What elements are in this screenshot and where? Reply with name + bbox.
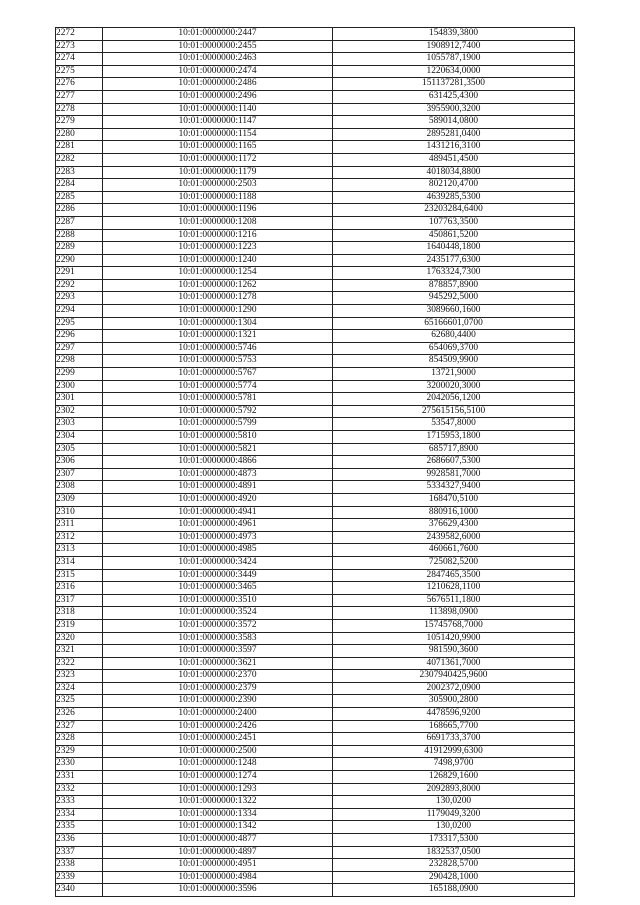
row-number-cell: 2334	[56, 808, 103, 821]
value-cell: 305900,2800	[333, 695, 575, 708]
table-row	[56, 368, 575, 381]
row-number-cell: 2275	[56, 65, 103, 78]
cadastral-number-cell: 10:01:0000000:3621	[103, 657, 333, 670]
value-cell: 151137281,3500	[333, 78, 575, 91]
value-cell: 13721,9000	[333, 368, 575, 381]
value-cell: 854509,9900	[333, 355, 575, 368]
table-row	[56, 393, 575, 406]
value-cell: 113898,0900	[333, 607, 575, 620]
table-row	[56, 141, 575, 154]
table-row	[56, 544, 575, 557]
cadastral-number-cell: 10:01:0000000:1188	[103, 191, 333, 204]
row-number-cell: 2335	[56, 821, 103, 834]
value-cell: 6691733,3700	[333, 733, 575, 746]
table-row	[56, 884, 575, 897]
value-cell: 154839,3800	[333, 28, 575, 41]
cadastral-number-cell: 10:01:0000000:4941	[103, 506, 333, 519]
cadastral-number-cell: 10:01:0000000:1254	[103, 267, 333, 280]
table-row	[56, 90, 575, 103]
table-row	[56, 78, 575, 91]
value-cell: 450861,5200	[333, 229, 575, 242]
table-row	[56, 758, 575, 771]
row-number-cell: 2318	[56, 607, 103, 620]
value-cell: 232828,5700	[333, 859, 575, 872]
value-cell: 3089660,1600	[333, 305, 575, 318]
table-row	[56, 229, 575, 242]
cadastral-number-cell: 10:01:0000000:1147	[103, 116, 333, 129]
table-row	[56, 355, 575, 368]
table-row	[56, 405, 575, 418]
row-number-cell: 2338	[56, 859, 103, 872]
row-number-cell: 2319	[56, 619, 103, 632]
row-number-cell: 2313	[56, 544, 103, 557]
table-row	[56, 569, 575, 582]
value-cell: 2042056,1200	[333, 393, 575, 406]
table-row	[56, 834, 575, 847]
value-cell: 2092893,8000	[333, 783, 575, 796]
value-cell: 725082,5200	[333, 556, 575, 569]
row-number-cell: 2295	[56, 317, 103, 330]
table-row	[56, 859, 575, 872]
row-number-cell: 2272	[56, 28, 103, 41]
table-row	[56, 456, 575, 469]
row-number-cell: 2294	[56, 305, 103, 318]
table-row	[56, 28, 575, 41]
row-number-cell: 2278	[56, 103, 103, 116]
cadastral-number-cell: 10:01:0000000:1293	[103, 783, 333, 796]
row-number-cell: 2274	[56, 53, 103, 66]
row-number-cell: 2291	[56, 267, 103, 280]
cadastral-number-cell: 10:01:0000000:5753	[103, 355, 333, 368]
row-number-cell: 2331	[56, 771, 103, 784]
cadastral-number-cell: 10:01:0000000:3449	[103, 569, 333, 582]
table-row	[56, 506, 575, 519]
table-row	[56, 632, 575, 645]
row-number-cell: 2322	[56, 657, 103, 670]
value-cell: 275615156,5100	[333, 405, 575, 418]
value-cell: 1220634,0000	[333, 65, 575, 78]
row-number-cell: 2284	[56, 179, 103, 192]
cadastral-number-cell: 10:01:0000000:2426	[103, 720, 333, 733]
cadastral-number-cell: 10:01:0000000:1278	[103, 292, 333, 305]
value-cell: 2435177,6300	[333, 254, 575, 267]
value-cell: 168665,7700	[333, 720, 575, 733]
cadastral-number-cell: 10:01:0000000:2463	[103, 53, 333, 66]
cadastral-number-cell: 10:01:0000000:1274	[103, 771, 333, 784]
row-number-cell: 2340	[56, 884, 103, 897]
row-number-cell: 2315	[56, 569, 103, 582]
row-number-cell: 2326	[56, 708, 103, 721]
table-row	[56, 771, 575, 784]
cadastral-number-cell: 10:01:0000000:2390	[103, 695, 333, 708]
cadastral-value-table	[55, 27, 575, 897]
value-cell: 1210628,1100	[333, 582, 575, 595]
value-cell: 880916,1000	[333, 506, 575, 519]
table-row	[56, 204, 575, 217]
value-cell: 1908912,7400	[333, 40, 575, 53]
cadastral-number-cell: 10:01:0000000:4891	[103, 481, 333, 494]
table-row	[56, 783, 575, 796]
table-row	[56, 431, 575, 444]
value-cell: 376629,4300	[333, 519, 575, 532]
value-cell: 290428,1000	[333, 871, 575, 884]
row-number-cell: 2296	[56, 330, 103, 343]
row-number-cell: 2301	[56, 393, 103, 406]
value-cell: 654069,3700	[333, 342, 575, 355]
cadastral-number-cell: 10:01:0000000:2500	[103, 745, 333, 758]
cadastral-number-cell: 10:01:0000000:1179	[103, 166, 333, 179]
table-body	[56, 28, 575, 897]
value-cell: 3955900,3200	[333, 103, 575, 116]
value-cell: 41912999,6300	[333, 745, 575, 758]
row-number-cell: 2300	[56, 380, 103, 393]
table-row	[56, 254, 575, 267]
cadastral-number-cell: 10:01:0000000:3510	[103, 594, 333, 607]
cadastral-number-cell: 10:01:0000000:1154	[103, 128, 333, 141]
row-number-cell: 2297	[56, 342, 103, 355]
row-number-cell: 2336	[56, 834, 103, 847]
value-cell: 1715953,1800	[333, 431, 575, 444]
table-row	[56, 242, 575, 255]
cadastral-number-cell: 10:01:0000000:4973	[103, 531, 333, 544]
cadastral-number-cell: 10:01:0000000:3424	[103, 556, 333, 569]
cadastral-number-cell: 10:01:0000000:2455	[103, 40, 333, 53]
row-number-cell: 2288	[56, 229, 103, 242]
value-cell: 489451,4500	[333, 153, 575, 166]
table-row	[56, 808, 575, 821]
value-cell: 1763324,7300	[333, 267, 575, 280]
table-row	[56, 619, 575, 632]
cadastral-number-cell: 10:01:0000000:3596	[103, 884, 333, 897]
value-cell: 981590,3600	[333, 645, 575, 658]
row-number-cell: 2303	[56, 418, 103, 431]
value-cell: 631425,4300	[333, 90, 575, 103]
row-number-cell: 2280	[56, 128, 103, 141]
value-cell: 2439582,6000	[333, 531, 575, 544]
table-row	[56, 670, 575, 683]
table-row	[56, 330, 575, 343]
value-cell: 130,0200	[333, 821, 575, 834]
value-cell: 5676511,1800	[333, 594, 575, 607]
cadastral-number-cell: 10:01:0000000:5767	[103, 368, 333, 381]
value-cell: 4071361,7000	[333, 657, 575, 670]
row-number-cell: 2328	[56, 733, 103, 746]
table-row	[56, 607, 575, 620]
row-number-cell: 2333	[56, 796, 103, 809]
cadastral-number-cell: 10:01:0000000:3465	[103, 582, 333, 595]
row-number-cell: 2293	[56, 292, 103, 305]
row-number-cell: 2282	[56, 153, 103, 166]
table-row	[56, 128, 575, 141]
value-cell: 3200020,3000	[333, 380, 575, 393]
value-cell: 4018034,8800	[333, 166, 575, 179]
table-row	[56, 191, 575, 204]
row-number-cell: 2307	[56, 468, 103, 481]
row-number-cell: 2323	[56, 670, 103, 683]
cadastral-number-cell: 10:01:0000000:5781	[103, 393, 333, 406]
value-cell: 107763,3500	[333, 216, 575, 229]
cadastral-number-cell: 10:01:0000000:4920	[103, 493, 333, 506]
cadastral-number-cell: 10:01:0000000:4961	[103, 519, 333, 532]
table-row	[56, 657, 575, 670]
row-number-cell: 2321	[56, 645, 103, 658]
cadastral-number-cell: 10:01:0000000:4866	[103, 456, 333, 469]
table-row	[56, 708, 575, 721]
cadastral-number-cell: 10:01:0000000:1334	[103, 808, 333, 821]
value-cell: 685717,8900	[333, 443, 575, 456]
row-number-cell: 2316	[56, 582, 103, 595]
cadastral-number-cell: 10:01:0000000:2496	[103, 90, 333, 103]
table-row	[56, 594, 575, 607]
table-row	[56, 179, 575, 192]
value-cell: 1640448,1800	[333, 242, 575, 255]
value-cell: 53547,8000	[333, 418, 575, 431]
row-number-cell: 2276	[56, 78, 103, 91]
table-row	[56, 317, 575, 330]
value-cell: 165188,0900	[333, 884, 575, 897]
value-cell: 1055787,1900	[333, 53, 575, 66]
row-number-cell: 2312	[56, 531, 103, 544]
row-number-cell: 2279	[56, 116, 103, 129]
row-number-cell: 2273	[56, 40, 103, 53]
cadastral-number-cell: 10:01:0000000:1290	[103, 305, 333, 318]
row-number-cell: 2339	[56, 871, 103, 884]
cadastral-number-cell: 10:01:0000000:4984	[103, 871, 333, 884]
row-number-cell: 2304	[56, 431, 103, 444]
value-cell: 65166601,0700	[333, 317, 575, 330]
cadastral-number-cell: 10:01:0000000:4873	[103, 468, 333, 481]
table-row	[56, 519, 575, 532]
cadastral-number-cell: 10:01:0000000:1140	[103, 103, 333, 116]
table-row	[56, 153, 575, 166]
row-number-cell: 2306	[56, 456, 103, 469]
value-cell: 9928581,7000	[333, 468, 575, 481]
cadastral-number-cell: 10:01:0000000:2379	[103, 682, 333, 695]
table-row	[56, 745, 575, 758]
cadastral-number-cell: 10:01:0000000:1248	[103, 758, 333, 771]
value-cell: 4639285,5300	[333, 191, 575, 204]
row-number-cell: 2314	[56, 556, 103, 569]
table-row	[56, 481, 575, 494]
table-row	[56, 682, 575, 695]
cadastral-number-cell: 10:01:0000000:2370	[103, 670, 333, 683]
cadastral-number-cell: 10:01:0000000:2400	[103, 708, 333, 721]
value-cell: 460661,7600	[333, 544, 575, 557]
table-row	[56, 40, 575, 53]
row-number-cell: 2337	[56, 846, 103, 859]
value-cell: 2307940425,9600	[333, 670, 575, 683]
value-cell: 1832537,0500	[333, 846, 575, 859]
table-row	[56, 556, 575, 569]
table-row	[56, 443, 575, 456]
row-number-cell: 2283	[56, 166, 103, 179]
cadastral-number-cell: 10:01:0000000:3597	[103, 645, 333, 658]
cadastral-number-cell: 10:01:0000000:1321	[103, 330, 333, 343]
row-number-cell: 2285	[56, 191, 103, 204]
row-number-cell: 2289	[56, 242, 103, 255]
row-number-cell: 2332	[56, 783, 103, 796]
row-number-cell: 2324	[56, 682, 103, 695]
cadastral-number-cell: 10:01:0000000:3583	[103, 632, 333, 645]
row-number-cell: 2325	[56, 695, 103, 708]
table-row	[56, 645, 575, 658]
table-row	[56, 720, 575, 733]
row-number-cell: 2281	[56, 141, 103, 154]
cadastral-number-cell: 10:01:0000000:1223	[103, 242, 333, 255]
table-row	[56, 116, 575, 129]
row-number-cell: 2287	[56, 216, 103, 229]
value-cell: 5334327,9400	[333, 481, 575, 494]
row-number-cell: 2320	[56, 632, 103, 645]
value-cell: 168470,5100	[333, 493, 575, 506]
table-row	[56, 821, 575, 834]
cadastral-number-cell: 10:01:0000000:5810	[103, 431, 333, 444]
cadastral-number-cell: 10:01:0000000:2486	[103, 78, 333, 91]
cadastral-number-cell: 10:01:0000000:4951	[103, 859, 333, 872]
cadastral-number-cell: 10:01:0000000:2447	[103, 28, 333, 41]
row-number-cell: 2317	[56, 594, 103, 607]
table-row	[56, 871, 575, 884]
value-cell: 945292,5000	[333, 292, 575, 305]
value-cell: 130,0200	[333, 796, 575, 809]
table-row	[56, 216, 575, 229]
table-row	[56, 53, 575, 66]
row-number-cell: 2330	[56, 758, 103, 771]
cadastral-number-cell: 10:01:0000000:3524	[103, 607, 333, 620]
row-number-cell: 2329	[56, 745, 103, 758]
table-row	[56, 166, 575, 179]
cadastral-number-cell: 10:01:0000000:4897	[103, 846, 333, 859]
row-number-cell: 2292	[56, 279, 103, 292]
row-number-cell: 2302	[56, 405, 103, 418]
table-row	[56, 582, 575, 595]
table-row	[56, 292, 575, 305]
cadastral-number-cell: 10:01:0000000:2503	[103, 179, 333, 192]
row-number-cell: 2327	[56, 720, 103, 733]
table-row	[56, 468, 575, 481]
cadastral-number-cell: 10:01:0000000:1240	[103, 254, 333, 267]
table-row	[56, 380, 575, 393]
table-row	[56, 342, 575, 355]
cadastral-number-cell: 10:01:0000000:5746	[103, 342, 333, 355]
table-row	[56, 846, 575, 859]
value-cell: 7498,9700	[333, 758, 575, 771]
cadastral-number-cell: 10:01:0000000:1322	[103, 796, 333, 809]
value-cell: 802120,4700	[333, 179, 575, 192]
cadastral-number-cell: 10:01:0000000:1304	[103, 317, 333, 330]
row-number-cell: 2290	[56, 254, 103, 267]
value-cell: 1179049,3200	[333, 808, 575, 821]
value-cell: 878857,8900	[333, 279, 575, 292]
table-row	[56, 267, 575, 280]
row-number-cell: 2277	[56, 90, 103, 103]
table-row	[56, 531, 575, 544]
cadastral-number-cell: 10:01:0000000:4877	[103, 834, 333, 847]
value-cell: 1051420,9900	[333, 632, 575, 645]
cadastral-number-cell: 10:01:0000000:1165	[103, 141, 333, 154]
value-cell: 4478596,9200	[333, 708, 575, 721]
row-number-cell: 2310	[56, 506, 103, 519]
value-cell: 2686607,5300	[333, 456, 575, 469]
row-number-cell: 2311	[56, 519, 103, 532]
value-cell: 1431216,3100	[333, 141, 575, 154]
value-cell: 62680,4400	[333, 330, 575, 343]
table-row	[56, 733, 575, 746]
value-cell: 15745768,7000	[333, 619, 575, 632]
table-row	[56, 65, 575, 78]
value-cell: 2002372,0900	[333, 682, 575, 695]
cadastral-number-cell: 10:01:0000000:1208	[103, 216, 333, 229]
table-row	[56, 279, 575, 292]
value-cell: 126829,1600	[333, 771, 575, 784]
value-cell: 2895281,0400	[333, 128, 575, 141]
table-row	[56, 418, 575, 431]
value-cell: 2847465,3500	[333, 569, 575, 582]
table-row	[56, 695, 575, 708]
cadastral-number-cell: 10:01:0000000:1262	[103, 279, 333, 292]
cadastral-number-cell: 10:01:0000000:4985	[103, 544, 333, 557]
cadastral-number-cell: 10:01:0000000:2451	[103, 733, 333, 746]
table-row	[56, 493, 575, 506]
cadastral-number-cell: 10:01:0000000:1342	[103, 821, 333, 834]
row-number-cell: 2298	[56, 355, 103, 368]
row-number-cell: 2299	[56, 368, 103, 381]
row-number-cell: 2308	[56, 481, 103, 494]
cadastral-number-cell: 10:01:0000000:2474	[103, 65, 333, 78]
value-cell: 173317,5300	[333, 834, 575, 847]
table-row	[56, 796, 575, 809]
cadastral-number-cell: 10:01:0000000:1172	[103, 153, 333, 166]
cadastral-number-cell: 10:01:0000000:5792	[103, 405, 333, 418]
cadastral-number-cell: 10:01:0000000:1196	[103, 204, 333, 217]
table-row	[56, 305, 575, 318]
cadastral-number-cell: 10:01:0000000:3572	[103, 619, 333, 632]
cadastral-number-cell: 10:01:0000000:5821	[103, 443, 333, 456]
table-row	[56, 103, 575, 116]
row-number-cell: 2286	[56, 204, 103, 217]
value-cell: 23203284,6400	[333, 204, 575, 217]
value-cell: 589014,0800	[333, 116, 575, 129]
row-number-cell: 2309	[56, 493, 103, 506]
cadastral-number-cell: 10:01:0000000:5774	[103, 380, 333, 393]
cadastral-number-cell: 10:01:0000000:1216	[103, 229, 333, 242]
cadastral-number-cell: 10:01:0000000:5799	[103, 418, 333, 431]
row-number-cell: 2305	[56, 443, 103, 456]
